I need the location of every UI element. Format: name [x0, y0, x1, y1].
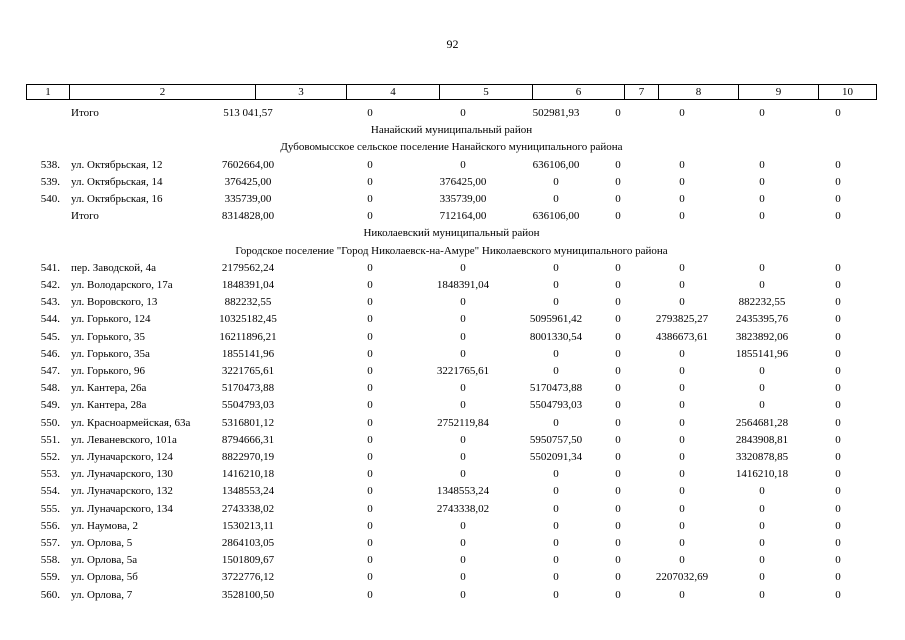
row-number: 546. — [40, 347, 60, 360]
cell-col-10: 0 — [835, 193, 841, 205]
cell-col-7: 0 — [615, 519, 621, 532]
cell-col-7: 0 — [615, 451, 621, 463]
cell-col-9: 0 — [759, 571, 765, 584]
cell-col-9: 0 — [759, 485, 765, 498]
cell-col-6: 0 — [553, 193, 559, 205]
table-row — [0, 466, 905, 483]
cell-col-4: 0 — [367, 571, 373, 584]
cell-col-5: 335739,00 — [439, 193, 487, 205]
cell-col-6: 0 — [553, 588, 559, 601]
cell-col-4: 0 — [367, 554, 373, 567]
table-row — [0, 483, 905, 500]
cell-col-8: 0 — [679, 382, 685, 395]
section-title: Городское поселение "Город Николаевск-на-Амуре" Николаевского муниципального района — [235, 244, 668, 257]
cell-col-5: 0 — [460, 399, 466, 412]
row-address: ул. Луначарского, 124 — [71, 451, 173, 463]
cell-col-5: 1348553,24 — [436, 485, 490, 498]
row-number: 548. — [40, 382, 60, 395]
cell-col-3: 335739,00 — [224, 193, 272, 205]
cell-col-3: 882232,55 — [224, 296, 272, 309]
cell-col-3: 1416210,18 — [221, 468, 275, 481]
row-number: 547. — [40, 365, 60, 377]
cell-col-10: 0 — [835, 347, 841, 360]
section-heading — [0, 225, 905, 242]
cell-col-3: 16211896,21 — [219, 330, 277, 343]
cell-col-3: 1501809,67 — [221, 554, 275, 567]
cell-col-8: 0 — [679, 485, 685, 498]
cell-col-3: 3221765,61 — [221, 365, 275, 377]
cell-col-7: 0 — [615, 158, 621, 171]
cell-col-7: 0 — [615, 433, 621, 446]
cell-col-9: 3823892,06 — [735, 330, 789, 343]
table-row — [0, 260, 905, 277]
cell-col-7: 0 — [615, 313, 621, 326]
cell-col-5: 3221765,61 — [436, 365, 490, 377]
cell-col-6: 5170473,88 — [529, 382, 583, 395]
cell-col-9: 2564681,28 — [735, 416, 789, 429]
cell-col-4: 0 — [367, 347, 373, 360]
cell-col-5: 0 — [460, 433, 466, 446]
cell-col-5: 0 — [460, 107, 466, 119]
header-col-4: 4 — [347, 85, 440, 99]
row-number: 543. — [40, 296, 60, 309]
cell-col-5: 0 — [460, 554, 466, 567]
cell-col-8: 0 — [679, 107, 685, 119]
row-address: ул. Октябрьская, 14 — [71, 175, 163, 188]
cell-col-3: 1348553,24 — [221, 485, 275, 498]
row-number: 539. — [40, 175, 60, 188]
cell-col-4: 0 — [367, 468, 373, 481]
row-number: 552. — [40, 451, 60, 463]
cell-col-9: 3320878,85 — [735, 451, 789, 463]
cell-col-4: 0 — [367, 451, 373, 463]
cell-col-6: 5095961,42 — [529, 313, 583, 326]
table-row — [0, 174, 905, 191]
cell-col-7: 0 — [615, 537, 621, 549]
cell-col-4: 0 — [367, 261, 373, 274]
cell-col-6: 5950757,50 — [529, 433, 583, 446]
cell-col-7: 0 — [615, 107, 621, 119]
row-address: ул. Луначарского, 134 — [71, 502, 173, 515]
cell-col-9: 0 — [759, 158, 765, 171]
cell-col-10: 0 — [835, 365, 841, 377]
row-address: ул. Кантера, 26а — [71, 382, 147, 395]
cell-col-5: 0 — [460, 451, 466, 463]
cell-col-5: 0 — [460, 537, 466, 549]
row-address: ул. Леваневского, 101а — [71, 433, 177, 446]
row-address: Итого — [71, 210, 99, 223]
cell-col-7: 0 — [615, 365, 621, 377]
table-row — [0, 191, 905, 208]
row-number: 553. — [40, 468, 60, 481]
cell-col-3: 1855141,96 — [221, 347, 275, 360]
row-address: ул. Красноармейская, 63а — [71, 416, 191, 429]
row-number: 538. — [40, 158, 60, 171]
cell-col-9: 1416210,18 — [735, 468, 789, 481]
cell-col-7: 0 — [615, 347, 621, 360]
row-number: 557. — [40, 537, 60, 549]
cell-col-9: 2435395,76 — [735, 313, 789, 326]
cell-col-3: 5170473,88 — [221, 382, 275, 395]
row-address: ул. Горького, 124 — [71, 313, 151, 326]
section-heading — [0, 139, 905, 156]
cell-col-10: 0 — [835, 107, 841, 119]
table-row — [0, 380, 905, 397]
row-address: ул. Октябрьская, 16 — [71, 193, 163, 205]
cell-col-9: 1855141,96 — [735, 347, 789, 360]
cell-col-6: 5502091,34 — [529, 451, 583, 463]
cell-col-6: 636106,00 — [532, 158, 580, 171]
header-col-10: 10 — [842, 86, 853, 98]
cell-col-5: 376425,00 — [439, 175, 487, 188]
cell-col-7: 0 — [615, 468, 621, 481]
cell-col-8: 0 — [679, 365, 685, 377]
cell-col-9: 0 — [759, 279, 765, 291]
cell-col-9: 0 — [759, 210, 765, 223]
cell-col-3: 513 041,57 — [223, 107, 273, 119]
cell-col-7: 0 — [615, 399, 621, 412]
header-col-1: 1 — [27, 85, 70, 99]
cell-col-3: 10325182,45 — [219, 313, 277, 326]
cell-col-7: 0 — [615, 175, 621, 188]
table-row — [0, 277, 905, 294]
row-number: 554. — [40, 485, 60, 498]
cell-col-5: 0 — [460, 571, 466, 584]
cell-col-3: 8794666,31 — [221, 433, 275, 446]
table-row — [0, 415, 905, 432]
cell-col-10: 0 — [835, 261, 841, 274]
cell-col-5: 0 — [460, 261, 466, 274]
section-heading — [0, 243, 905, 260]
cell-col-9: 0 — [759, 107, 765, 119]
cell-col-5: 0 — [460, 330, 466, 343]
cell-col-6: 0 — [553, 296, 559, 309]
table-row — [0, 569, 905, 586]
cell-col-4: 0 — [367, 519, 373, 532]
section-heading — [0, 122, 905, 139]
cell-col-3: 2179562,24 — [221, 261, 275, 274]
cell-col-10: 0 — [835, 485, 841, 498]
row-number: 542. — [40, 279, 60, 291]
cell-col-4: 0 — [367, 365, 373, 377]
cell-col-9: 0 — [759, 554, 765, 567]
cell-col-7: 0 — [615, 554, 621, 567]
cell-col-6: 0 — [553, 279, 559, 291]
cell-col-3: 5504793,03 — [221, 399, 275, 412]
cell-col-4: 0 — [367, 399, 373, 412]
cell-col-8: 0 — [679, 588, 685, 601]
cell-col-8: 0 — [679, 468, 685, 481]
table-row — [0, 397, 905, 414]
table-row — [0, 587, 905, 604]
table-row — [0, 501, 905, 518]
row-number: 544. — [40, 313, 60, 326]
cell-col-6: 0 — [553, 175, 559, 188]
cell-col-6: 8001330,54 — [529, 330, 583, 343]
cell-col-7: 0 — [615, 330, 621, 343]
header-col-2: 2 — [70, 85, 256, 99]
cell-col-9: 0 — [759, 382, 765, 395]
cell-col-10: 0 — [835, 175, 841, 188]
cell-col-7: 0 — [615, 588, 621, 601]
row-number: 549. — [40, 399, 60, 412]
row-address: ул. Воровского, 13 — [71, 296, 158, 309]
cell-col-3: 1530213,11 — [222, 519, 274, 532]
cell-col-9: 0 — [759, 399, 765, 412]
header-col-5: 5 — [440, 85, 533, 99]
header-col-7: 7 — [625, 85, 659, 99]
section-title: Николаевский муниципальный район — [363, 227, 540, 240]
section-title: Дубовомысское сельское поселение Нанайского муниципального района — [280, 141, 623, 154]
row-number: 550. — [40, 416, 60, 429]
cell-col-10: 0 — [835, 330, 841, 343]
table-row — [0, 208, 905, 225]
row-address: Итого — [71, 107, 99, 119]
cell-col-5: 2743338,02 — [436, 502, 490, 515]
row-number: 541. — [40, 261, 60, 274]
header-col-6: 6 — [533, 85, 625, 99]
row-address: ул. Горького, 35а — [71, 347, 150, 360]
row-address: ул. Кантера, 28а — [71, 399, 147, 412]
cell-col-5: 0 — [460, 347, 466, 360]
cell-col-5: 1848391,04 — [436, 279, 490, 291]
cell-col-7: 0 — [615, 193, 621, 205]
table-header — [26, 84, 877, 100]
cell-col-10: 0 — [835, 399, 841, 412]
cell-col-6: 0 — [553, 485, 559, 498]
cell-col-9: 0 — [759, 588, 765, 601]
cell-col-10: 0 — [835, 279, 841, 291]
cell-col-7: 0 — [615, 571, 621, 584]
header-col-3: 3 — [256, 85, 347, 99]
cell-col-3: 3722776,12 — [221, 571, 275, 584]
cell-col-4: 0 — [367, 158, 373, 171]
cell-col-10: 0 — [835, 296, 841, 309]
cell-col-8: 0 — [679, 416, 685, 429]
cell-col-9: 0 — [759, 502, 765, 515]
cell-col-9: 2843908,81 — [735, 433, 789, 446]
cell-col-6: 0 — [553, 347, 559, 360]
cell-col-6: 0 — [553, 261, 559, 274]
cell-col-7: 0 — [615, 502, 621, 515]
cell-col-7: 0 — [615, 382, 621, 395]
cell-col-4: 0 — [367, 279, 373, 291]
cell-col-9: 0 — [759, 193, 765, 205]
cell-col-6: 0 — [553, 416, 559, 429]
cell-col-6: 0 — [553, 502, 559, 515]
cell-col-5: 712164,00 — [439, 210, 487, 223]
row-address: пер. Заводской, 4а — [71, 261, 156, 274]
row-address: ул. Володарского, 17а — [71, 279, 173, 291]
cell-col-5: 0 — [460, 296, 466, 309]
table-row — [0, 432, 905, 449]
cell-col-8: 0 — [679, 296, 685, 309]
cell-col-3: 1848391,04 — [221, 279, 275, 291]
table-row — [0, 311, 905, 328]
cell-col-3: 2864103,05 — [221, 537, 275, 549]
cell-col-8: 0 — [679, 193, 685, 205]
row-number: 560. — [40, 588, 60, 601]
cell-col-8: 0 — [679, 347, 685, 360]
table-row — [0, 329, 905, 346]
cell-col-8: 0 — [679, 519, 685, 532]
cell-col-5: 0 — [460, 158, 466, 171]
cell-col-6: 0 — [553, 365, 559, 377]
cell-col-9: 0 — [759, 175, 765, 188]
cell-col-10: 0 — [835, 537, 841, 549]
row-address: ул. Луначарского, 132 — [71, 485, 173, 498]
cell-col-8: 0 — [679, 279, 685, 291]
cell-col-7: 0 — [615, 279, 621, 291]
cell-col-8: 0 — [679, 537, 685, 549]
cell-col-3: 8314828,00 — [221, 210, 275, 223]
cell-col-10: 0 — [835, 433, 841, 446]
section-title: Нанайский муниципальный район — [370, 124, 533, 137]
cell-col-4: 0 — [367, 107, 373, 119]
cell-col-10: 0 — [835, 210, 841, 223]
cell-col-5: 0 — [460, 382, 466, 395]
cell-col-8: 0 — [679, 451, 685, 463]
cell-col-9: 0 — [759, 261, 765, 274]
row-address: ул. Орлова, 5б — [71, 571, 138, 584]
cell-col-10: 0 — [835, 554, 841, 567]
cell-col-4: 0 — [367, 416, 373, 429]
row-number: 555. — [40, 502, 60, 515]
cell-col-8: 0 — [679, 210, 685, 223]
cell-col-4: 0 — [367, 485, 373, 498]
cell-col-4: 0 — [367, 330, 373, 343]
row-address: ул. Орлова, 5а — [71, 554, 138, 567]
cell-col-3: 376425,00 — [224, 175, 272, 188]
row-address: ул. Орлова, 7 — [71, 588, 133, 601]
cell-col-4: 0 — [367, 382, 373, 395]
header-col-8: 8 — [659, 85, 739, 99]
row-number: 559. — [40, 571, 60, 584]
table-row — [0, 294, 905, 311]
cell-col-4: 0 — [367, 313, 373, 326]
cell-col-3: 8822970,19 — [221, 451, 275, 463]
table-row — [0, 105, 905, 122]
cell-col-8: 0 — [679, 261, 685, 274]
cell-col-10: 0 — [835, 158, 841, 171]
cell-col-9: 882232,55 — [738, 296, 786, 309]
cell-col-6: 0 — [553, 554, 559, 567]
cell-col-4: 0 — [367, 296, 373, 309]
cell-col-7: 0 — [615, 416, 621, 429]
cell-col-4: 0 — [367, 193, 373, 205]
cell-col-4: 0 — [367, 588, 373, 601]
cell-col-5: 0 — [460, 468, 466, 481]
cell-col-10: 0 — [835, 451, 841, 463]
row-number: 558. — [40, 554, 60, 567]
cell-col-10: 0 — [835, 571, 841, 584]
row-number: 545. — [40, 330, 60, 343]
cell-col-6: 5504793,03 — [529, 399, 583, 412]
cell-col-8: 0 — [679, 158, 685, 171]
cell-col-8: 0 — [679, 175, 685, 188]
cell-col-7: 0 — [615, 296, 621, 309]
cell-col-9: 0 — [759, 537, 765, 549]
cell-col-10: 0 — [835, 313, 841, 326]
cell-col-10: 0 — [835, 382, 841, 395]
cell-col-3: 2743338,02 — [221, 502, 275, 515]
row-address: ул. Октябрьская, 12 — [71, 158, 163, 171]
cell-col-3: 3528100,50 — [221, 588, 275, 601]
cell-col-7: 0 — [615, 210, 621, 223]
row-address: ул. Горького, 35 — [71, 330, 145, 343]
row-number: 551. — [40, 433, 60, 446]
cell-col-8: 0 — [679, 433, 685, 446]
cell-col-10: 0 — [835, 519, 841, 532]
header-col-9: 9 — [739, 85, 819, 99]
cell-col-6: 0 — [553, 537, 559, 549]
row-address: ул. Орлова, 5 — [71, 537, 133, 549]
cell-col-4: 0 — [367, 502, 373, 515]
table-row — [0, 535, 905, 552]
cell-col-6: 0 — [553, 571, 559, 584]
cell-col-4: 0 — [367, 175, 373, 188]
page-number: 92 — [446, 37, 459, 51]
cell-col-10: 0 — [835, 502, 841, 515]
row-number: 556. — [40, 519, 60, 532]
row-number: 540. — [40, 193, 60, 205]
cell-col-4: 0 — [367, 537, 373, 549]
table-row — [0, 346, 905, 363]
table-row — [0, 449, 905, 466]
cell-col-8: 0 — [679, 502, 685, 515]
row-address: ул. Луначарского, 130 — [71, 468, 173, 481]
cell-col-7: 0 — [615, 485, 621, 498]
cell-col-8: 0 — [679, 399, 685, 412]
cell-col-8: 4386673,61 — [655, 330, 709, 343]
table-row — [0, 518, 905, 535]
cell-col-6: 0 — [553, 468, 559, 481]
cell-col-8: 0 — [679, 554, 685, 567]
cell-col-5: 2752119,84 — [437, 416, 489, 429]
table-row — [0, 363, 905, 380]
cell-col-8: 2207032,69 — [655, 571, 709, 584]
cell-col-6: 502981,93 — [532, 107, 580, 119]
cell-col-4: 0 — [367, 433, 373, 446]
table-row — [0, 552, 905, 569]
row-address: ул. Наумова, 2 — [71, 519, 139, 532]
cell-col-10: 0 — [835, 468, 841, 481]
table-row — [0, 157, 905, 174]
cell-col-5: 0 — [460, 313, 466, 326]
cell-col-3: 5316801,12 — [221, 416, 275, 429]
cell-col-8: 2793825,27 — [655, 313, 709, 326]
cell-col-10: 0 — [835, 588, 841, 601]
cell-col-6: 636106,00 — [532, 210, 580, 223]
cell-col-9: 0 — [759, 365, 765, 377]
cell-col-9: 0 — [759, 519, 765, 532]
row-address: ул. Горького, 96 — [71, 365, 145, 377]
cell-col-3: 7602664,00 — [221, 158, 275, 171]
cell-col-4: 0 — [367, 210, 373, 223]
cell-col-6: 0 — [553, 519, 559, 532]
cell-col-5: 0 — [460, 588, 466, 601]
cell-col-5: 0 — [460, 519, 466, 532]
cell-col-10: 0 — [835, 416, 841, 429]
cell-col-7: 0 — [615, 261, 621, 274]
